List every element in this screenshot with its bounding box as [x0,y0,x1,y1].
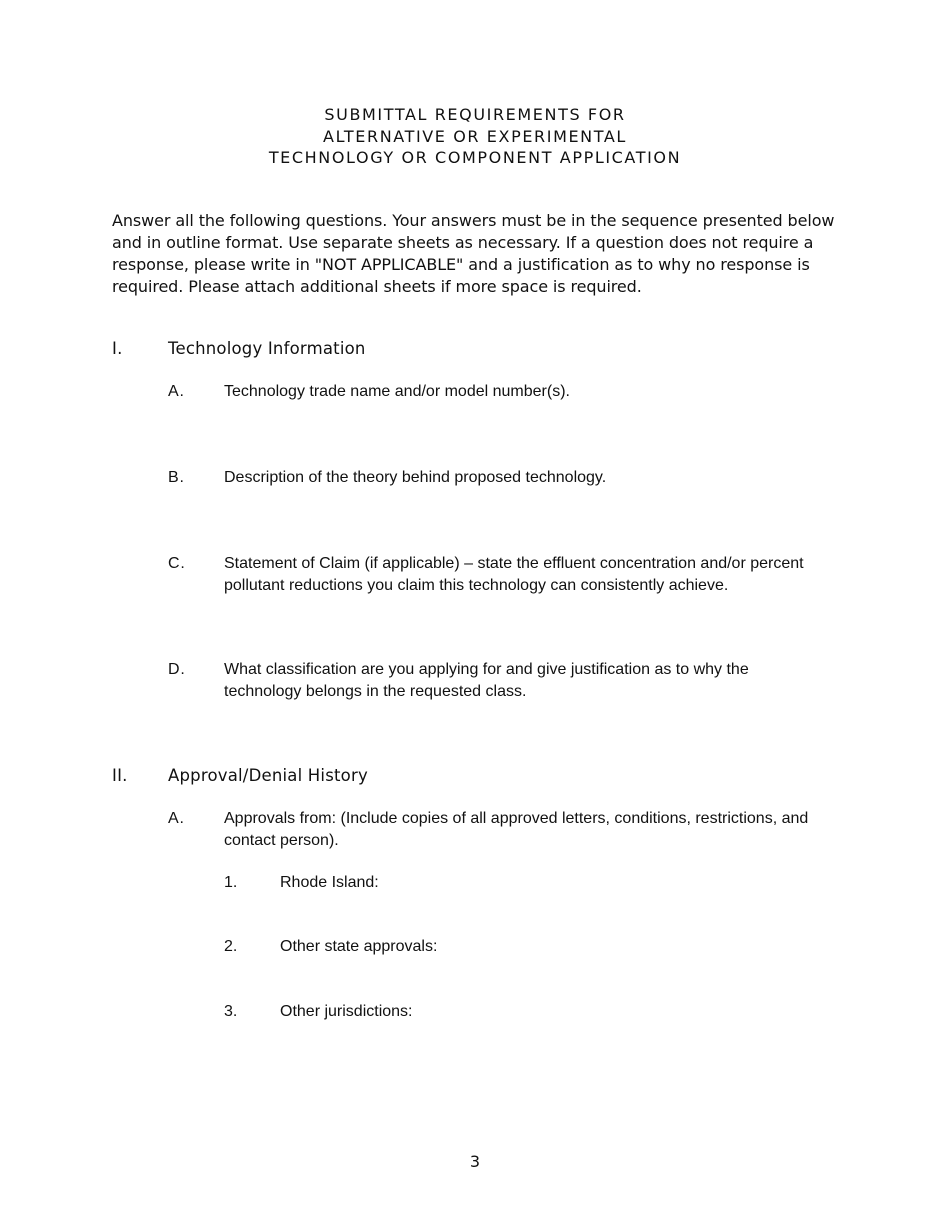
section-1-number: I. [112,339,123,358]
title-line-2: ALTERNATIVE OR EXPERIMENTAL [323,126,627,146]
section-1-item-a-text: Technology trade name and/or model number(s). [224,383,570,400]
section-2-title: Approval/Denial History [168,766,368,785]
subitem-3-number: 3. [224,1003,238,1020]
section-2-item-a-text: Approvals from: (Include copies of all approved letters, conditions, restrictions, and contact person). [224,810,809,849]
section-1-item-c-letter: C. [168,555,186,572]
section-1-item-a-letter: A. [168,383,185,400]
section-1-item-b-letter: B. [168,469,185,486]
section-1-item-c-text: Statement of Claim (if applicable) – state the effluent concentration and/or percent pollutant reductions you claim this technology can consistently achieve. [224,555,804,594]
subitem-1-number: 1. [224,874,238,891]
subitem-2-number: 2. [224,938,238,955]
title-line-1: SUBMITTAL REQUIREMENTS FOR [324,105,626,124]
section-2-item-a-letter: A. [168,810,185,827]
section-1-item-d-text: What classification are you applying for and give justification as to why the technology belongs in the requested class. [224,661,749,700]
section-1-item-d-letter: D. [168,661,186,678]
subitem-1-text: Rhode Island: [280,874,379,891]
title-line-3: TECHNOLOGY OR COMPONENT APPLICATION [268,148,682,167]
subitem-3-text: Other jurisdictions: [280,1003,413,1020]
section-2-number: II. [112,766,128,785]
section-1-item-b-text: Description of the theory behind proposed technology. [224,469,607,486]
page-title [0,104,950,169]
instructions-paragraph: Answer all the following questions. Your answers must be in the sequence presented below and in outline format. Use separate sheets as necessary. If a question does not require a response, please write in "NOT APPLICABLE" and a justification as to why no response is required. Please attach additional sheets if more space is required. [112,211,835,296]
page-number: 3 [469,1152,481,1171]
subitem-2-text: Other state approvals: [280,938,438,955]
section-1-title: Technology Information [168,339,366,358]
